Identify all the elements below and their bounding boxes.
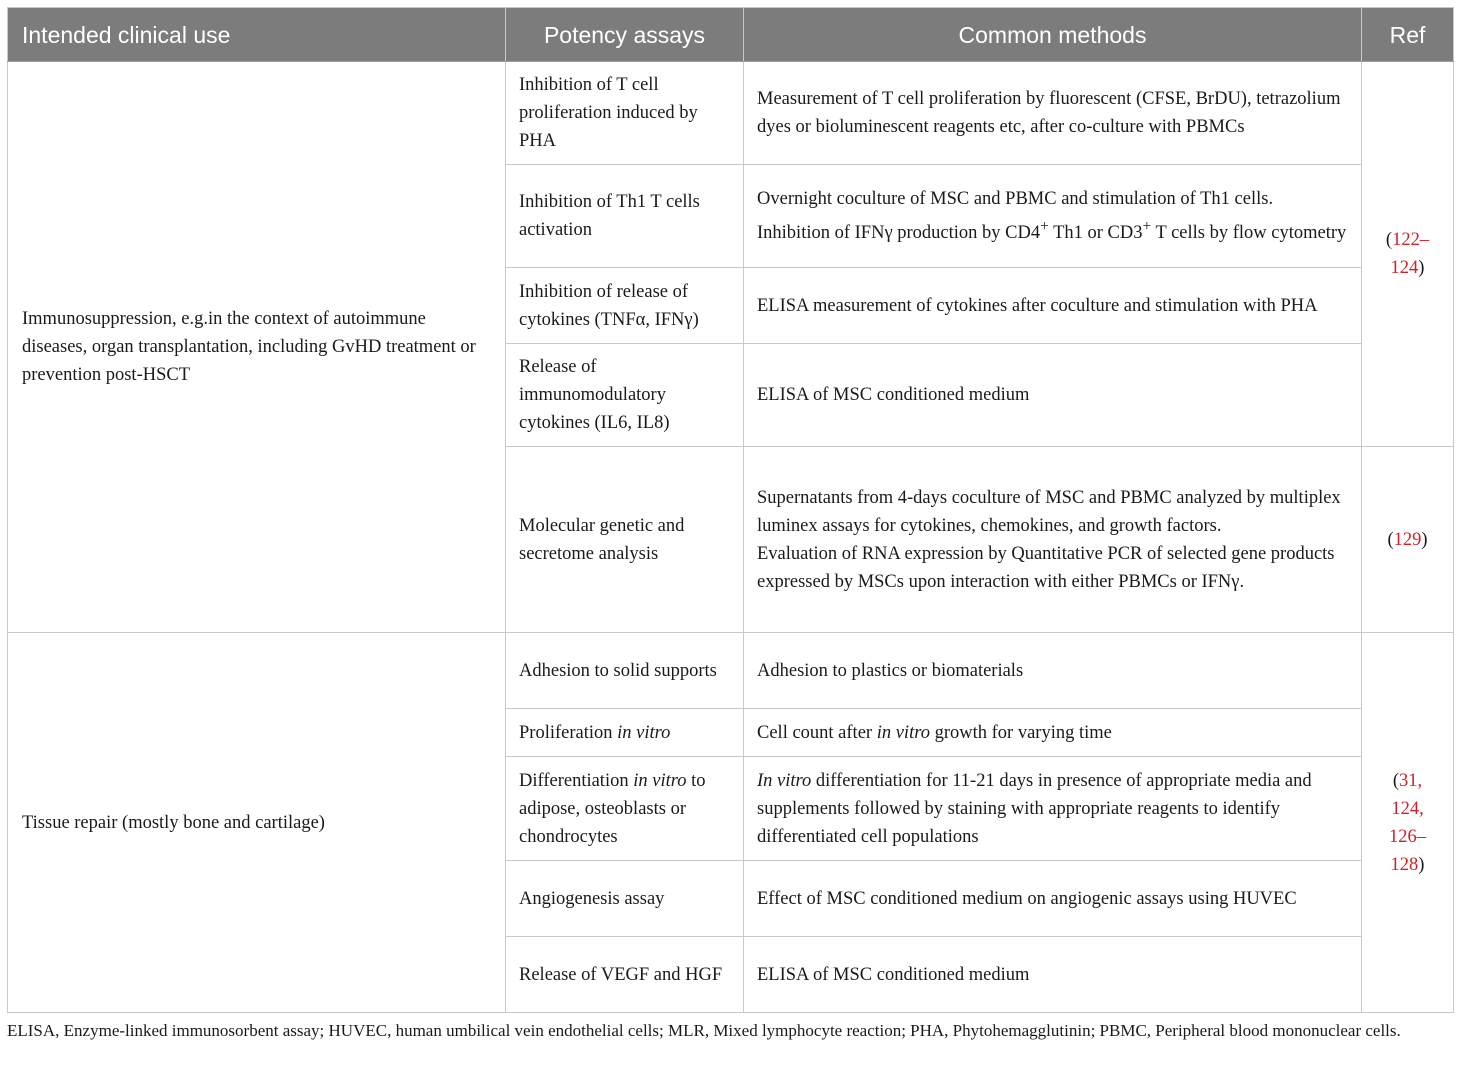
assay-cell: Molecular genetic and secretome analysis: [506, 447, 744, 633]
ref-link[interactable]: 122– 124: [1390, 230, 1430, 278]
assay-text: to adipose, osteoblasts or chondrocytes: [519, 770, 706, 847]
assay-cell: Inhibition of Th1 T cells activation: [506, 165, 744, 268]
method-cell: Supernatants from 4-days coculture of MSC and PBMC analyzed by multiplex luminex assays for cytokines, chemokines, and growth factors. Evaluation of RNA expression by Quantitative PCR of selected gene products expressed by MSCs upon interaction with either PBMCs or IFNγ.: [744, 447, 1362, 633]
table-row: [8, 62, 1454, 165]
method-text: Overnight coculture of MSC and PBMC and stimulation of Th1 cells. Inhibition of IFNγ production by CD4: [757, 188, 1274, 244]
ref-paren: (: [1392, 770, 1400, 791]
clinical-use-cell: Immunosuppression, e.g.in the context of autoimmune diseases, organ transplantation, including GvHD treatment or prevention post-HSCT: [8, 62, 506, 633]
ref-cell: [1362, 62, 1454, 447]
assay-text: Differentiation: [519, 770, 634, 791]
ref-cell: [1362, 447, 1454, 633]
clinical-use-cell: Tissue repair (mostly bone and cartilage): [8, 633, 506, 1013]
method-italic: In vitro: [757, 770, 812, 791]
ref-cell: [1362, 633, 1454, 1013]
method-cell: Effect of MSC conditioned medium on angiogenic assays using HUVEC: [744, 861, 1362, 937]
assay-cell: Angiogenesis assay: [506, 861, 744, 937]
method-cell: [744, 165, 1362, 268]
method-cell: ELISA measurement of cytokines after coculture and stimulation with PHA: [744, 268, 1362, 344]
ref-link[interactable]: 31, 124, 126– 128: [1389, 770, 1426, 875]
method-text: Th1 or CD3: [1048, 223, 1143, 244]
header-ref: Ref: [1362, 8, 1454, 62]
method-text: growth for varying time: [929, 722, 1112, 743]
header-potency-assays: Potency assays: [506, 8, 744, 62]
ref-paren: ): [1418, 854, 1425, 875]
assay-cell: Adhesion to solid supports: [506, 633, 744, 709]
assay-italic: in vitro: [617, 722, 671, 743]
assay-text: Proliferation: [519, 722, 618, 743]
table-row: [8, 633, 1454, 709]
method-italic: in vitro: [876, 722, 930, 743]
header-row: [8, 8, 1454, 62]
method-text: T cells by flow cytometry: [1151, 223, 1347, 244]
assay-cell: Release of immunomodulatory cytokines (IL6, IL8): [506, 344, 744, 447]
method-cell: Measurement of T cell proliferation by fluorescent (CFSE, BrDU), tetrazolium dyes or bioluminescent reagents etc, after co-culture with PBMCs: [744, 62, 1362, 165]
method-cell: [744, 709, 1362, 757]
superscript: +: [1142, 217, 1152, 235]
assay-cell: Inhibition of release of cytokines (TNFα, IFNγ): [506, 268, 744, 344]
table-footnote: ELISA, Enzyme-linked immunosorbent assay; HUVEC, human umbilical vein endothelial cells; MLR, Mixed lymphocyte reaction; PHA, Phytohemagglutinin; PBMC, Peripheral blood mononuclear cells.: [7, 1021, 1401, 1040]
method-cell: [744, 757, 1362, 861]
header-clinical-use: Intended clinical use: [8, 8, 506, 62]
header-common-methods: Common methods: [744, 8, 1362, 62]
assay-cell: Release of VEGF and HGF: [506, 937, 744, 1013]
method-text: Cell count after: [757, 722, 877, 743]
method-cell: ELISA of MSC conditioned medium: [744, 937, 1362, 1013]
assay-italic: in vitro: [633, 770, 687, 791]
method-cell: Adhesion to plastics or biomaterials: [744, 633, 1362, 709]
ref-paren: ): [1421, 529, 1428, 550]
ref-paren: ): [1418, 258, 1425, 278]
superscript: +: [1040, 217, 1049, 235]
method-cell: ELISA of MSC conditioned medium: [744, 344, 1362, 447]
ref-paren: (: [1387, 529, 1394, 550]
potency-assays-table: [7, 7, 1454, 1013]
assay-cell: Inhibition of T cell proliferation induced by PHA: [506, 62, 744, 165]
assay-cell: [506, 757, 744, 861]
assay-cell: [506, 709, 744, 757]
ref-paren: (: [1385, 230, 1393, 250]
method-text: differentiation for 11-21 days in presence of appropriate media and supplements followed by staining with appropriate reagents to identify differentiated cell populations: [757, 770, 1312, 847]
ref-link[interactable]: 129: [1393, 529, 1422, 550]
